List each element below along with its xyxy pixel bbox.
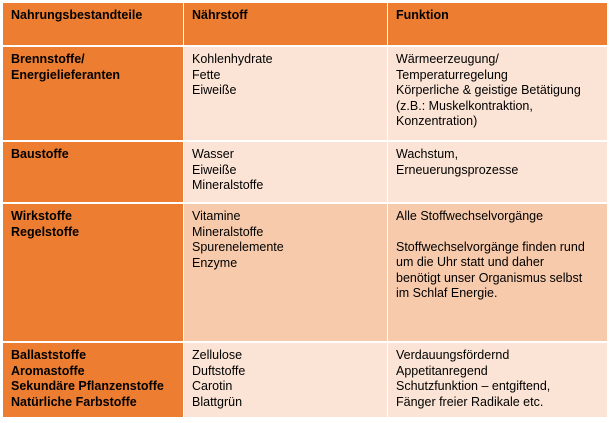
- category-line: Natürliche Farbstoffe: [11, 394, 137, 409]
- function-line: Erneuerungsprozesse: [396, 162, 519, 177]
- nutrient-line: Eiweiße: [192, 83, 237, 97]
- function-note-line: im Schlaf Energie.: [396, 286, 498, 300]
- nutrient-line: Zellulose: [192, 348, 243, 362]
- header-funktion: Funktion: [388, 3, 607, 47]
- function-line: Alle Stoffwechselvorgänge: [396, 209, 544, 223]
- function-line: Wachstum,: [396, 147, 459, 161]
- row-ballaststoffe-nutrients: [184, 343, 388, 419]
- nutrient-line: Wasser: [192, 147, 234, 161]
- category-line: Regelstoffe: [11, 224, 80, 239]
- nutrient-line: Blattgrün: [192, 394, 243, 409]
- function-line: Appetitanregend: [396, 363, 488, 378]
- nutrient-line: Spurenelemente: [192, 240, 284, 254]
- category-line: Brennstoffe/: [11, 52, 85, 66]
- row-brennstoffe-category: [3, 47, 184, 142]
- function-line: (z.B.: Muskelkontraktion,: [396, 98, 533, 113]
- nutrient-line: Duftstoffe: [192, 363, 246, 378]
- row-brennstoffe-function: [388, 47, 607, 142]
- function-line: Konzentration): [396, 114, 478, 128]
- row-brennstoffe-nutrients: [184, 47, 388, 142]
- row-wirkstoffe-nutrients: [184, 204, 388, 343]
- function-note-line: Stoffwechselvorgänge finden rund: [396, 239, 585, 254]
- category-line: Baustoffe: [11, 147, 69, 161]
- nutrient-line: Enzyme: [192, 255, 238, 270]
- function-note-line: benötigt unser Organismus selbst: [396, 270, 583, 285]
- category-line: Aromastoffe: [11, 363, 85, 378]
- function-line: Körperliche & geistige Betätigung: [396, 83, 581, 97]
- row-baustoffe-function: [388, 142, 607, 204]
- header-nahrungsbestandteile: Nahrungsbestandteile: [3, 3, 184, 47]
- paragraph-gap: [396, 225, 600, 240]
- nutrient-line: Mineralstoffe: [192, 224, 264, 239]
- function-note-line: um die Uhr statt und daher: [396, 255, 544, 269]
- header-naehrstoff: Nährstoff: [184, 3, 388, 47]
- category-line: Energielieferanten: [11, 67, 121, 82]
- category-line: Wirkstoffe: [11, 209, 73, 223]
- nutrient-line: Mineralstoffe: [192, 178, 264, 192]
- function-line: Verdauungsfördernd: [396, 348, 510, 362]
- row-wirkstoffe-function: [388, 204, 607, 343]
- function-line: Temperaturregelung: [396, 67, 508, 82]
- function-line: Schutzfunktion – entgiftend,: [396, 379, 551, 393]
- row-ballaststoffe-category: [3, 343, 184, 419]
- nutrient-line: Carotin: [192, 379, 233, 393]
- row-ballaststoffe-function: [388, 343, 607, 419]
- nutrient-line: Kohlenhydrate: [192, 52, 273, 66]
- row-wirkstoffe-category: [3, 204, 184, 343]
- nutrition-table: [3, 3, 607, 419]
- category-line: Ballaststoffe: [11, 348, 87, 362]
- row-baustoffe-nutrients: [184, 142, 388, 204]
- function-line: Wärmeerzeugung/: [396, 52, 499, 66]
- nutrient-line: Fette: [192, 67, 221, 82]
- function-line: Fänger freier Radikale etc.: [396, 394, 544, 409]
- nutrient-line: Eiweiße: [192, 162, 237, 177]
- category-line: Sekundäre Pflanzenstoffe: [11, 379, 164, 393]
- nutrient-line: Vitamine: [192, 209, 241, 223]
- row-baustoffe-category: [3, 142, 184, 204]
